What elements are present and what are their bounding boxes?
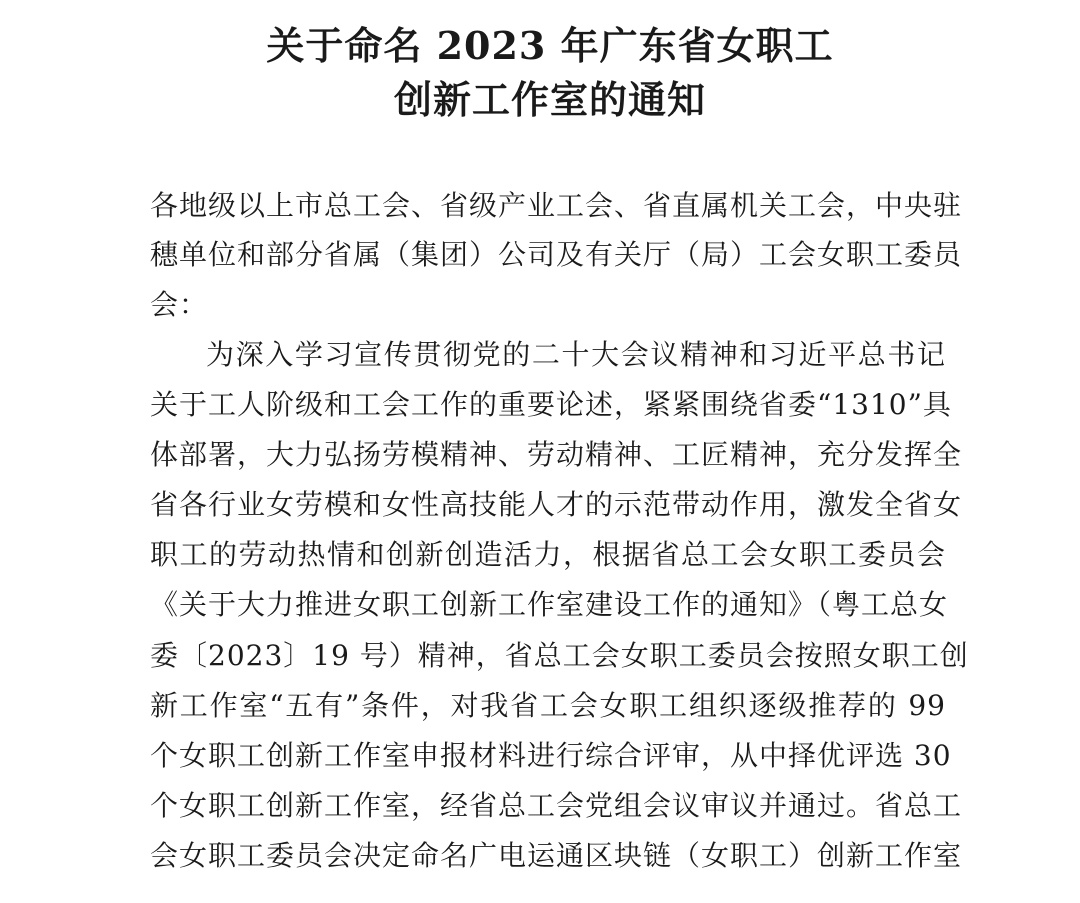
addressee-line: 会： <box>150 288 209 321</box>
body-paragraph-line: 个女职工创新工作室，经省总工会党组会议审议并通过。省总工 <box>150 789 963 822</box>
addressee-line: 各地级以上市总工会、省级产业工会、省直属机关工会，中央驻 <box>150 189 963 222</box>
document-title-line-1: 关于命名 2023 年广东省女职工 <box>266 23 834 68</box>
body-paragraph-line: 《关于大力推进女职工创新工作室建设工作的通知》（粤工总女 <box>150 588 949 621</box>
body-paragraph-line: 个女职工创新工作室申报材料进行综合评审，从中择优评选 30 <box>150 739 952 772</box>
body-paragraph-line: 委〔2023〕19 号）精神，省总工会女职工委员会按照女职工创 <box>150 639 969 672</box>
body-paragraph-line: 关于工人阶级和工会工作的重要论述，紧紧围绕省委“1310”具 <box>150 388 952 421</box>
body-paragraph-line: 体部署，大力弘扬劳模精神、劳动精神、工匠精神，充分发挥全 <box>150 438 963 471</box>
body-paragraph-line: 新工作室“五有”条件，对我省工会女职工组织逐级推荐的 99 <box>150 689 946 722</box>
body-paragraph-line: 为深入学习宣传贯彻党的二十大会议精神和习近平总书记 <box>206 338 946 371</box>
addressee-line: 穗单位和部分省属（集团）公司及有关厅（局）工会女职工委员 <box>150 238 963 271</box>
body-paragraph-line: 会女职工委员会决定命名广电运通区块链（女职工）创新工作室 <box>150 839 963 872</box>
body-paragraph-line: 职工的劳动热情和创新创造活力，根据省总工会女职工委员会 <box>150 538 946 571</box>
body-paragraph-line: 省各行业女劳模和女性高技能人才的示范带动作用，激发全省女 <box>150 488 963 521</box>
document-title-line-2: 创新工作室的通知 <box>393 77 706 122</box>
